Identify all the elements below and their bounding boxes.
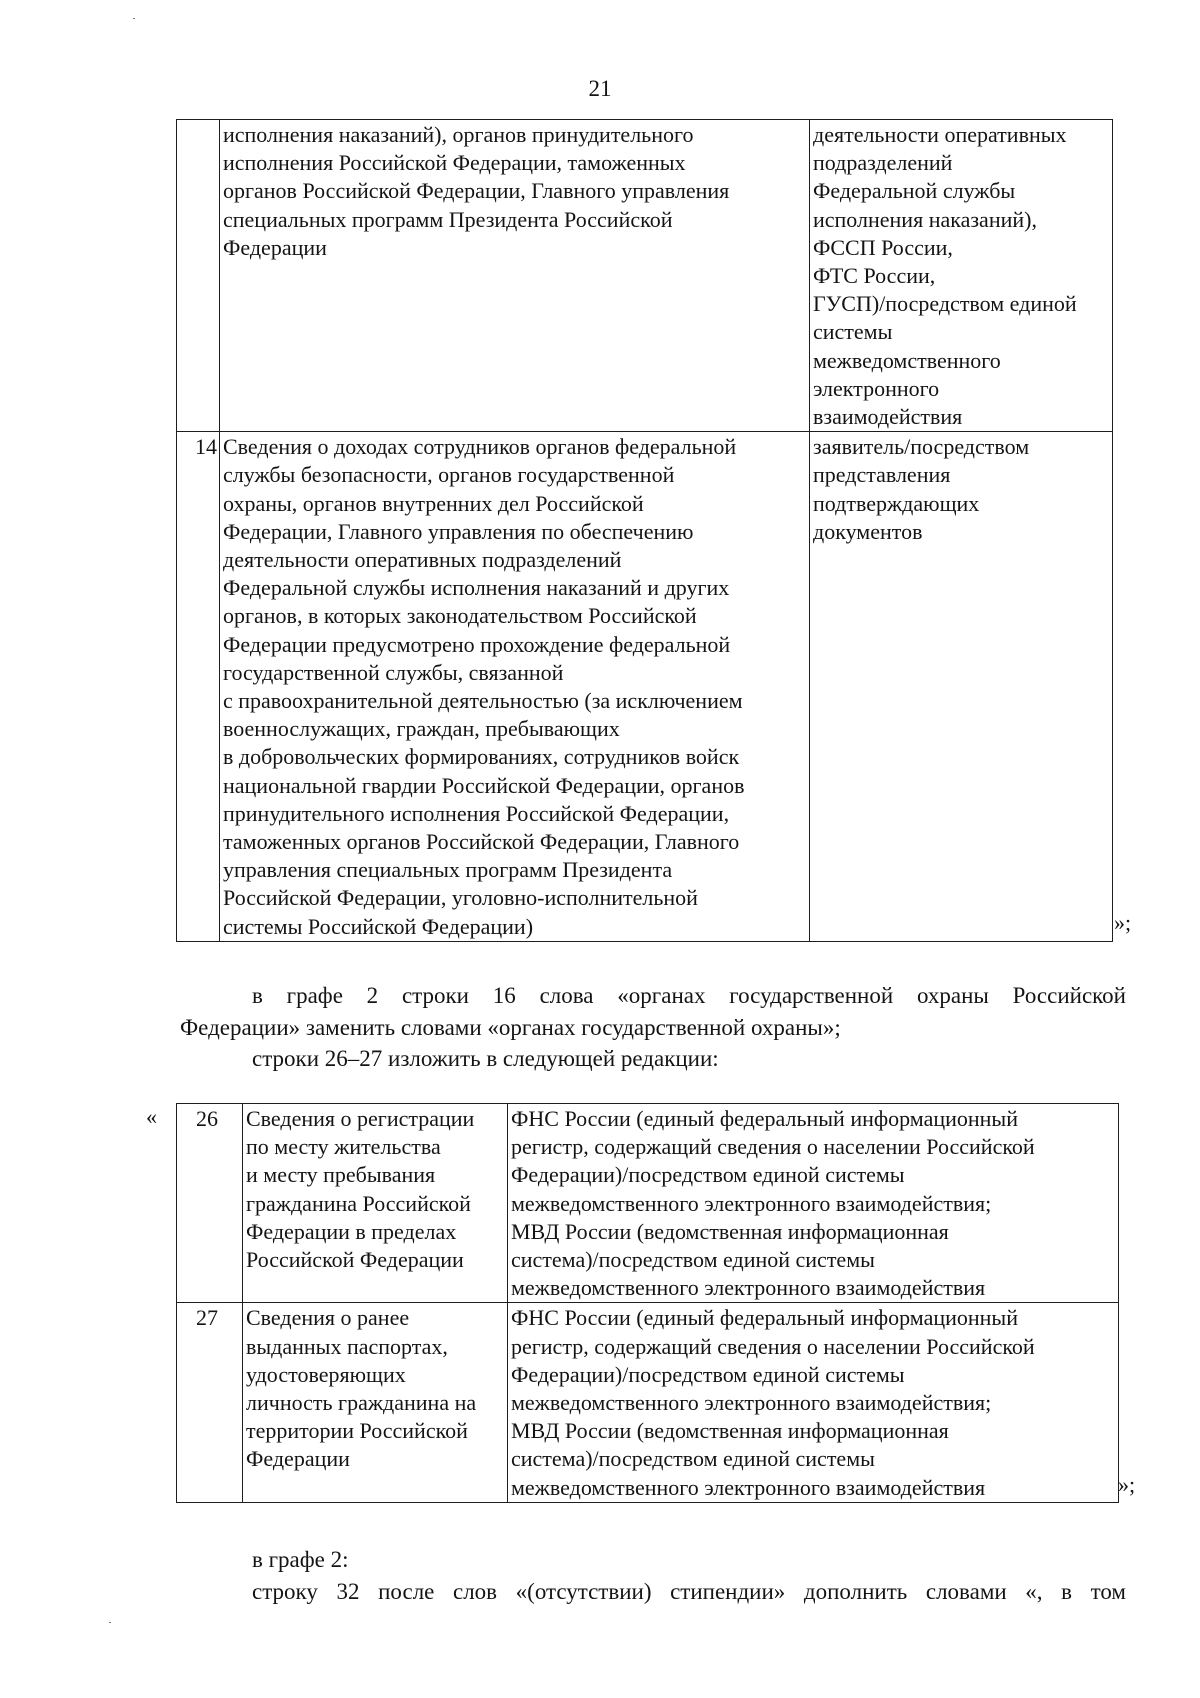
amendment-paragraph: строку 32 после слов «(отсутствии) стипендии» дополнить словами «, в том bbox=[252, 1579, 1126, 1604]
source-cell: деятельности оперативных подразделений Федеральной службы исполнения наказаний), ФССП России, ФТС России, ГУСП)/посредством единой системы межведомственного электронного взаимодействия bbox=[810, 120, 1113, 432]
amendment-paragraph-line1: в графе 2 строки 16 слова «органах государственной охраны Российской bbox=[252, 983, 1126, 1008]
info-cell: Сведения о доходах сотрудников органов федеральной службы безопасности, органов государственной охраны, органов внутренних дел Российской Федерации, Главного управления по обеспечению деятельности оперативных подразделений Федеральной службы исполнения наказаний и других органов, в которых законодательством Российской Федерации предусмотрено прохождение федеральной государственной службы, связанной с правоохранительной деятельностью (за исключением военнослужащих, граждан, пребывающих в добровольческих формированиях, сотрудников войск национальной гвардии Российской Федерации, органов принудительного исполнения Российской Федерации, таможенных органов Российской Федерации, Главного управления специальных программ Президента Российской Федерации, уголовно-исполнительной системы Российской Федерации) bbox=[220, 432, 810, 942]
source-cell: ФНС России (единый федеральный информационный регистр, содержащий сведения о населении Российской Федерации)/посредством единой системы межведомственного электронного взаимодействия; МВД России (ведомственная информационная система)/посредством единой системы межведомственного электронного взаимодействия bbox=[508, 1104, 1119, 1303]
table-row bbox=[177, 1104, 1119, 1303]
scan-speck bbox=[109, 1622, 111, 1623]
amendment-paragraph-line2: Федерации» заменить словами «органах государственной охраны»; bbox=[180, 1015, 841, 1040]
closing-quote: »; bbox=[1114, 910, 1132, 935]
info-cell: Сведения о регистрации по месту жительства и месту пребывания гражданина Российской Федерации в пределах Российской Федерации bbox=[243, 1104, 508, 1303]
source-cell: ФНС России (единый федеральный информационный регистр, содержащий сведения о населении Российской Федерации)/посредством единой системы межведомственного электронного взаимодействия; МВД России (ведомственная информационная система)/посредством единой системы межведомственного электронного взаимодействия bbox=[508, 1303, 1119, 1502]
scan-speck bbox=[133, 18, 135, 19]
row-number: 27 bbox=[177, 1303, 243, 1502]
row-number bbox=[177, 120, 220, 432]
info-cell: исполнения наказаний), органов принудительного исполнения Российской Федерации, таможенных органов Российской Федерации, Главного управления специальных программ Президента Российской Федерации bbox=[220, 120, 810, 432]
replacement-table bbox=[176, 1103, 1119, 1503]
table-row bbox=[177, 432, 1113, 942]
amendment-paragraph: в графе 2: bbox=[252, 1547, 349, 1572]
table-row bbox=[177, 120, 1113, 432]
page-number: 21 bbox=[588, 76, 612, 101]
opening-quote: « bbox=[146, 1104, 157, 1129]
table-row bbox=[177, 1303, 1119, 1502]
row-number: 26 bbox=[177, 1104, 243, 1303]
closing-quote: »; bbox=[1118, 1472, 1136, 1497]
row-number: 14 bbox=[177, 432, 220, 942]
source-cell: заявитель/посредством представления подтверждающих документов bbox=[810, 432, 1113, 942]
info-cell: Сведения о ранее выданных паспортах, удостоверяющих личность гражданина на территории Российской Федерации bbox=[243, 1303, 508, 1502]
amendment-paragraph: строки 26–27 изложить в следующей редакции: bbox=[252, 1046, 719, 1071]
table-continued bbox=[176, 119, 1113, 942]
